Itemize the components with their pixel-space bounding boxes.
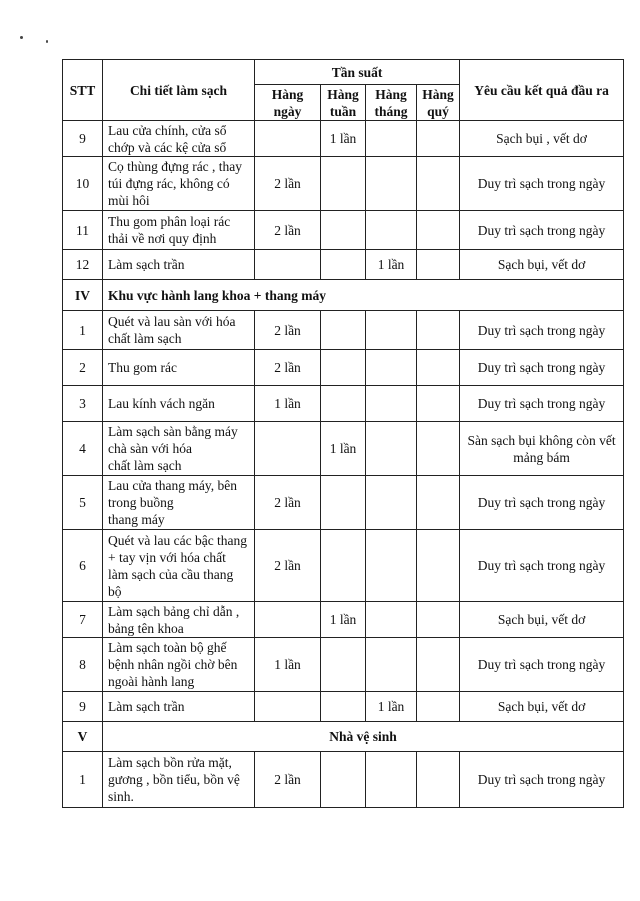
frequency-weekly [321, 476, 366, 530]
row-number: 3 [63, 386, 103, 422]
required-result: Duy trì sạch trong ngày [460, 752, 624, 808]
frequency-daily: 2 lần [255, 350, 321, 386]
header-weekly: Hàng tuần [321, 85, 366, 121]
section-number: V [63, 722, 103, 752]
frequency-quarterly [417, 211, 460, 250]
frequency-quarterly [417, 752, 460, 808]
cleaning-detail: Thu gom rác [103, 350, 255, 386]
scan-speck [46, 40, 48, 43]
frequency-monthly: 1 lần [366, 692, 417, 722]
frequency-quarterly [417, 250, 460, 280]
frequency-weekly [321, 386, 366, 422]
frequency-weekly [321, 311, 366, 350]
frequency-daily: 1 lần [255, 386, 321, 422]
table-row [63, 121, 624, 157]
row-number: 9 [63, 121, 103, 157]
frequency-weekly [321, 752, 366, 808]
required-result: Duy trì sạch trong ngày [460, 157, 624, 211]
table-row [63, 211, 624, 250]
cleaning-schedule-table [62, 59, 624, 808]
required-result: Duy trì sạch trong ngày [460, 350, 624, 386]
cleaning-detail: Quét và lau sàn với hóa chất làm sạch [103, 311, 255, 350]
table-row [63, 638, 624, 692]
required-result: Sạch bụi, vết dơ [460, 602, 624, 638]
frequency-daily [255, 692, 321, 722]
header-result: Yêu cầu kết quả đầu ra [460, 60, 624, 121]
frequency-daily: 2 lần [255, 752, 321, 808]
cleaning-detail: Thu gom phân loại rác thải về nơi quy định [103, 211, 255, 250]
table-row [63, 476, 624, 530]
table-row [63, 602, 624, 638]
cleaning-detail: Lau kính vách ngăn [103, 386, 255, 422]
header-stt: STT [63, 60, 103, 121]
table-row [63, 250, 624, 280]
section-row [63, 722, 624, 752]
frequency-daily: 1 lần [255, 638, 321, 692]
row-number: 1 [63, 311, 103, 350]
cleaning-detail: Quét và lau các bậc thang + tay vịn với hóa chất làm sạch của cầu thang bộ [103, 530, 255, 602]
required-result: Duy trì sạch trong ngày [460, 638, 624, 692]
header-daily: Hàng ngày [255, 85, 321, 121]
frequency-monthly [366, 752, 417, 808]
header-detail: Chi tiết làm sạch [103, 60, 255, 121]
cleaning-detail: Làm sạch toàn bộ ghế bệnh nhân ngồi chờ bên ngoài hành lang [103, 638, 255, 692]
frequency-daily: 2 lần [255, 157, 321, 211]
frequency-quarterly [417, 602, 460, 638]
row-number: 7 [63, 602, 103, 638]
row-number: 1 [63, 752, 103, 808]
header-quarterly: Hàng quý [417, 85, 460, 121]
row-number: 10 [63, 157, 103, 211]
section-row [63, 280, 624, 311]
required-result: Duy trì sạch trong ngày [460, 476, 624, 530]
frequency-quarterly [417, 476, 460, 530]
row-number: 9 [63, 692, 103, 722]
frequency-monthly [366, 311, 417, 350]
frequency-monthly [366, 602, 417, 638]
frequency-daily [255, 422, 321, 476]
cleaning-detail: Lau cửa chính, cửa sổ chớp và các kệ cửa sổ [103, 121, 255, 157]
frequency-quarterly [417, 311, 460, 350]
table-row [63, 386, 624, 422]
frequency-weekly: 1 lần [321, 602, 366, 638]
frequency-quarterly [417, 157, 460, 211]
frequency-weekly [321, 530, 366, 602]
row-number: 5 [63, 476, 103, 530]
required-result: Sạch bụi , vết dơ [460, 121, 624, 157]
frequency-weekly [321, 692, 366, 722]
frequency-daily [255, 250, 321, 280]
frequency-monthly [366, 350, 417, 386]
scan-speck [20, 36, 23, 39]
frequency-daily: 2 lần [255, 530, 321, 602]
row-number: 11 [63, 211, 103, 250]
frequency-quarterly [417, 350, 460, 386]
frequency-weekly [321, 211, 366, 250]
frequency-daily: 2 lần [255, 476, 321, 530]
frequency-weekly [321, 157, 366, 211]
frequency-weekly: 1 lần [321, 422, 366, 476]
row-number: 12 [63, 250, 103, 280]
frequency-monthly [366, 530, 417, 602]
table-row [63, 311, 624, 350]
required-result: Duy trì sạch trong ngày [460, 530, 624, 602]
table-row [63, 530, 624, 602]
cleaning-detail: Làm sạch trần [103, 692, 255, 722]
required-result: Duy trì sạch trong ngày [460, 311, 624, 350]
section-title: Khu vực hành lang khoa + thang máy [103, 280, 624, 311]
cleaning-detail: Cọ thùng đựng rác , thay túi đựng rác, không có mùi hôi [103, 157, 255, 211]
row-number: 2 [63, 350, 103, 386]
cleaning-detail: Làm sạch trần [103, 250, 255, 280]
required-result: Sạch bụi, vết dơ [460, 250, 624, 280]
frequency-quarterly [417, 638, 460, 692]
frequency-monthly [366, 211, 417, 250]
table-row [63, 752, 624, 808]
section-number: IV [63, 280, 103, 311]
row-number: 4 [63, 422, 103, 476]
required-result: Duy trì sạch trong ngày [460, 386, 624, 422]
required-result: Sạch bụi, vết dơ [460, 692, 624, 722]
cleaning-detail: Làm sạch bảng chỉ dẫn , bảng tên khoa [103, 602, 255, 638]
required-result: Duy trì sạch trong ngày [460, 211, 624, 250]
header-frequency: Tần suất [255, 60, 460, 85]
table-row [63, 422, 624, 476]
cleaning-detail: Làm sạch sàn bằng máy chà sàn với hóa chất làm sạch [103, 422, 255, 476]
row-number: 6 [63, 530, 103, 602]
frequency-daily: 2 lần [255, 311, 321, 350]
frequency-quarterly [417, 692, 460, 722]
frequency-monthly [366, 476, 417, 530]
frequency-quarterly [417, 422, 460, 476]
frequency-daily: 2 lần [255, 211, 321, 250]
cleaning-detail: Làm sạch bồn rửa mặt, gương , bồn tiểu, bồn vệ sinh. [103, 752, 255, 808]
table-row [63, 692, 624, 722]
table-row [63, 350, 624, 386]
frequency-quarterly [417, 530, 460, 602]
frequency-weekly [321, 638, 366, 692]
section-title: Nhà vệ sinh [103, 722, 624, 752]
table-row [63, 157, 624, 211]
frequency-quarterly [417, 121, 460, 157]
frequency-weekly [321, 250, 366, 280]
frequency-monthly [366, 157, 417, 211]
cleaning-detail: Lau cửa thang máy, bên trong buồng thang máy [103, 476, 255, 530]
row-number: 8 [63, 638, 103, 692]
frequency-quarterly [417, 386, 460, 422]
header-row [63, 60, 624, 85]
frequency-weekly [321, 350, 366, 386]
frequency-daily [255, 121, 321, 157]
frequency-monthly [366, 422, 417, 476]
header-monthly: Hàng tháng [366, 85, 417, 121]
frequency-monthly [366, 638, 417, 692]
frequency-monthly [366, 386, 417, 422]
frequency-weekly: 1 lần [321, 121, 366, 157]
frequency-monthly [366, 121, 417, 157]
frequency-daily [255, 602, 321, 638]
frequency-monthly: 1 lần [366, 250, 417, 280]
required-result: Sàn sạch bụi không còn vết mảng bám [460, 422, 624, 476]
